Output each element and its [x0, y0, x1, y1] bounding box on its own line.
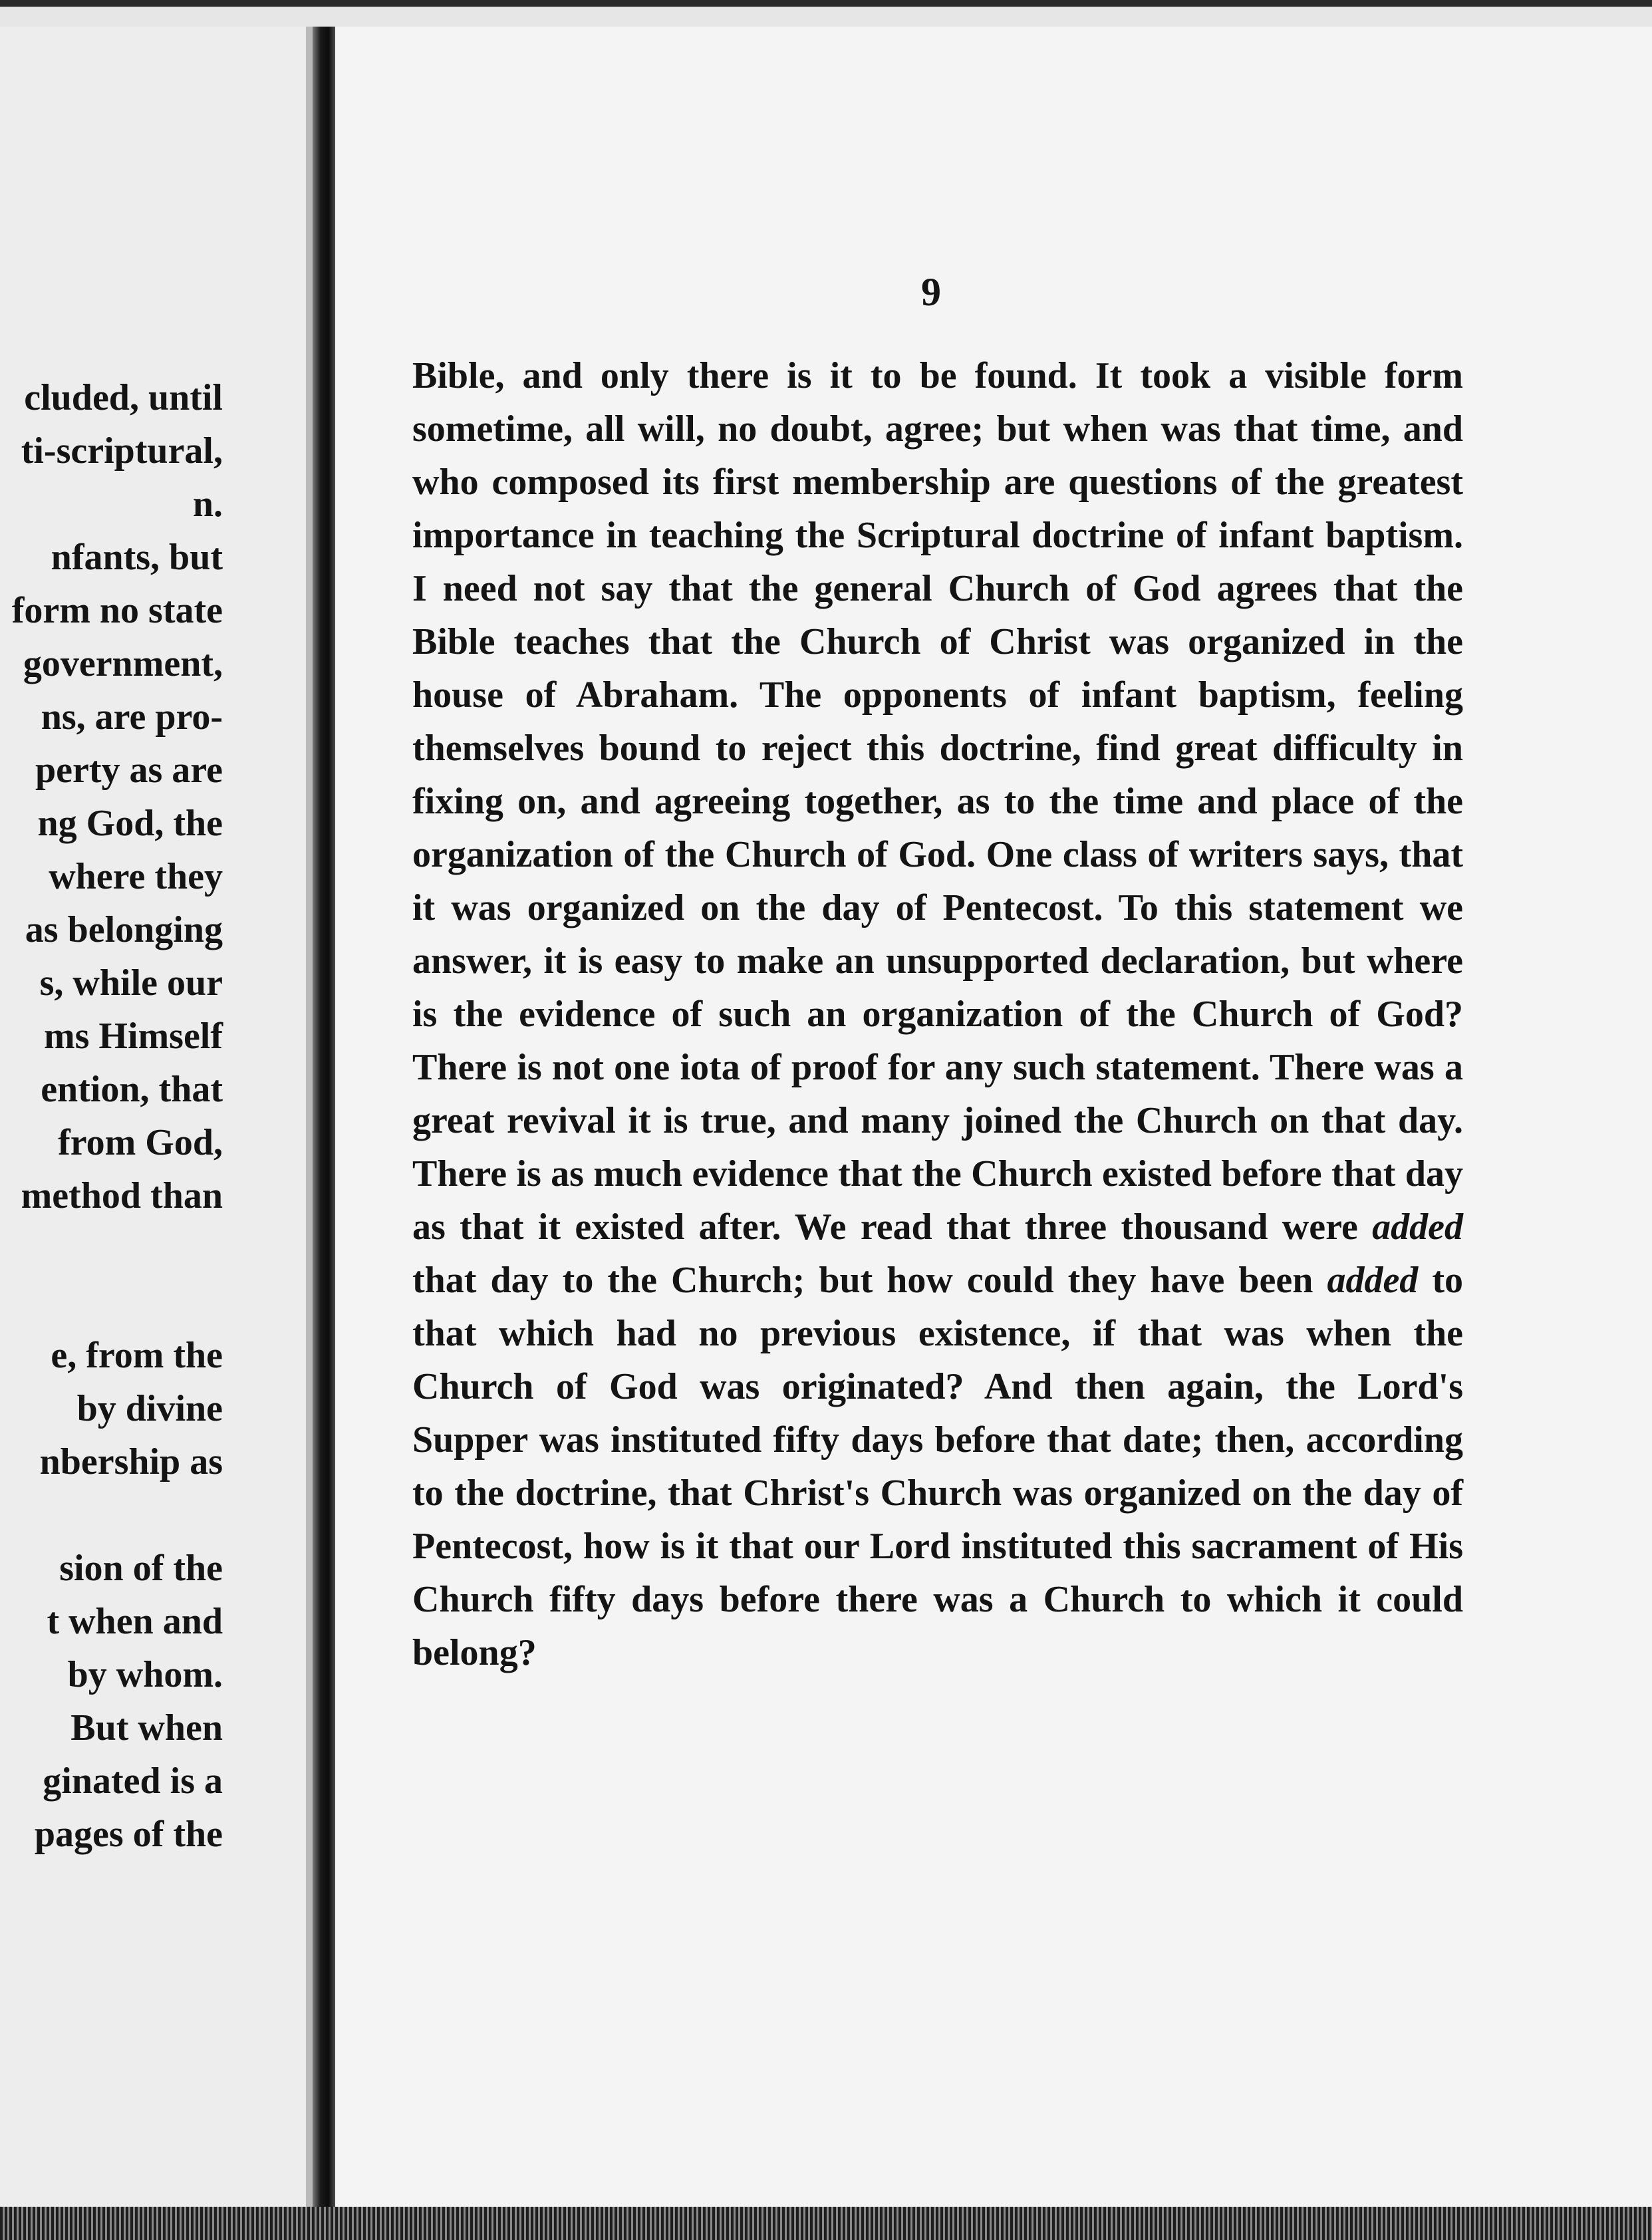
page-number: 9	[921, 270, 941, 314]
left-line: from God,	[58, 1122, 223, 1163]
left-line: perty as are	[35, 750, 223, 791]
left-line: ention, that	[41, 1069, 223, 1110]
left-page-text	[12, 371, 223, 1861]
left-line: ginated is a	[43, 1760, 223, 1802]
left-line: method than	[21, 1175, 223, 1216]
left-line: ti-scriptural,	[21, 430, 223, 472]
left-line: government,	[23, 643, 223, 684]
left-line: t when and	[47, 1601, 223, 1642]
body-text-part: that day to the Church; but how could they have been	[412, 1260, 1313, 1301]
left-line: form no state	[11, 590, 223, 631]
left-gap	[12, 1222, 223, 1276]
body-text-part: Bible, and only there is it to be found. It took a visible form sometime, all will, no doubt, agree; but when was that time, and who composed its first membership are questions of the greatest importance in teaching the Scriptural doctrine of infant baptism. I need not say that the general Church of God agrees that the Bible teaches that the Church of Christ was organized in the house of Abraham. The opponents of infant baptism, feeling themselves bound to reject this doctrine, find great difficulty in fixing on, and agreeing together, as to the time and place of the organization of the Church of God. One class of writers says, that it was organized on the day of Pentecost. To this statement we answer, it is easy to make an unsupported declaration, but where is the evidence of such an organization of the Church of God? There is not one iota of proof for any such statement. There was a great revival it is true, and many joined the Church on that day. There is as much evidence that the Church existed before that day as that it existed after. We read that three thousand were	[412, 355, 1463, 1248]
body-paragraph	[412, 349, 1463, 1679]
italic-word: added	[1327, 1260, 1419, 1301]
left-line: as belonging	[25, 909, 223, 950]
left-page	[0, 27, 313, 2207]
left-line: e, from the	[51, 1335, 223, 1376]
body-text-part: to that which had no previous existence, if that was when the Church of God was originated? And then again, the Lord's Supper was instituted fifty days before that date; then, according to the doctrine, that Christ's Church was organized on the day of Pentecost, how is it that our Lord instituted this sacrament of His Church fifty days before there was a Church to which it could belong?	[412, 1260, 1464, 1673]
left-line: sion of the	[59, 1548, 223, 1589]
left-line: s, while our	[39, 962, 223, 1004]
left-gap	[12, 1488, 223, 1542]
scan-top-border	[0, 0, 1652, 27]
left-line: where they	[49, 856, 223, 897]
left-line: But when	[70, 1707, 223, 1749]
left-line: by whom.	[67, 1654, 223, 1695]
left-gap	[12, 1276, 223, 1329]
left-line: ng God, the	[37, 803, 223, 844]
left-line: by divine	[76, 1388, 223, 1429]
left-page-edge	[306, 27, 313, 2207]
left-line: n.	[192, 484, 223, 525]
italic-word: added	[1372, 1206, 1463, 1248]
left-line: ms Himself	[43, 1016, 223, 1057]
scan-bottom-border	[0, 2207, 1652, 2240]
left-line: nbership as	[39, 1441, 223, 1482]
book-gutter	[313, 27, 335, 2207]
left-line: cluded, until	[24, 377, 223, 418]
left-line: ns, are pro-	[41, 696, 223, 738]
left-line: pages of the	[34, 1814, 223, 1855]
left-line: nfants, but	[51, 537, 223, 578]
